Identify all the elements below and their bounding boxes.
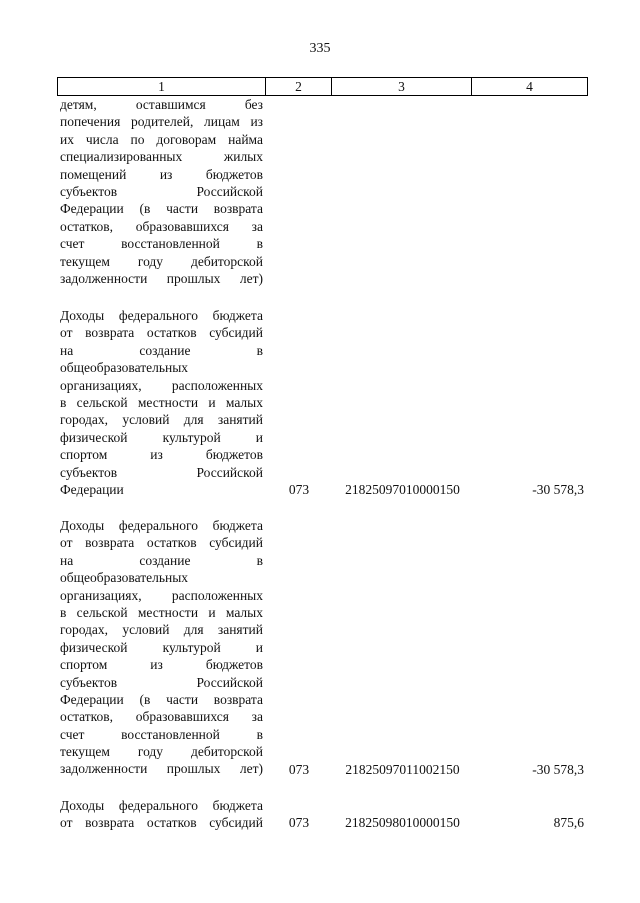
description-line: Федерации (в части возврата [60,201,263,217]
amount-value: 875,6 [553,815,584,831]
description-line: от возврата остатков субсидий [60,325,263,341]
description-line: детям, оставшимся без [60,97,263,112]
header-col-3: 3 [332,78,472,96]
description-line: попечения родителей, лицам из [60,114,263,130]
header-col-2: 2 [266,78,332,96]
description-line: текущем году дебиторской [60,744,263,760]
description-line: физической культурой и [60,429,263,445]
row-description [60,307,263,498]
description-line: спортом из бюджетов [60,657,263,673]
row-description [60,517,263,778]
description-line: счет восстановленной в [60,726,263,742]
description-line: спортом из бюджетов [60,447,263,463]
description-line: субъектов Российской [60,674,263,690]
description-line: Федерации [60,481,124,497]
description-line: на создание в [60,342,263,358]
description-line: общеобразовательных [60,570,189,586]
description-line: городах, условий для занятий [60,412,263,428]
description-line: счет восстановленной в [60,236,263,252]
kbk-code: 21825097011002150 [345,761,460,777]
description-line: задолженности прошлых лет) [60,270,263,286]
description-line: в сельской местности и малых [60,394,263,410]
admin-code: 073 [288,815,310,831]
description-line: общеобразовательных [60,360,189,376]
description-line: от возврата остатков субсидий [60,535,263,551]
description-line: на создание в [60,552,263,568]
header-col-4: 4 [472,78,588,96]
description-line: организациях, расположенных [60,587,263,603]
admin-code: 073 [288,482,310,497]
amount-value: -30 578,3 [532,482,584,497]
amount-value: -30 578,3 [532,761,584,777]
table-header [57,77,588,96]
description-line: Доходы федерального бюджета [60,308,263,323]
description-line: остатков, образовавшихся за [60,218,263,234]
description-line: текущем году дебиторской [60,253,263,269]
description-line: организациях, расположенных [60,377,263,393]
description-line: субъектов Российской [60,183,263,199]
description-line: помещений из бюджетов [60,166,263,182]
description-line: задолженности прошлых лет) [60,761,263,777]
header-col-1: 1 [58,78,266,96]
admin-code: 073 [288,761,310,777]
kbk-code: 21825098010000150 [345,815,460,831]
description-line: Федерации (в части возврата [60,691,263,707]
description-line: Доходы федерального бюджета [60,518,263,533]
description-line: физической культурой и [60,639,263,655]
page-number: 335 [309,41,331,56]
description-line: от возврата остатков субсидий [60,815,263,831]
row-description [60,797,263,832]
description-line: городах, условий для занятий [60,622,263,638]
row-description [60,96,263,287]
description-line: их числа по договорам найма [60,131,263,147]
description-line: Доходы федерального бюджета [60,798,263,813]
description-line: субъектов Российской [60,464,263,480]
description-line: остатков, образовавшихся за [60,709,263,725]
description-line: в сельской местности и малых [60,604,263,620]
description-line: специализированных жилых [60,149,263,165]
kbk-code: 21825097010000150 [345,482,460,497]
